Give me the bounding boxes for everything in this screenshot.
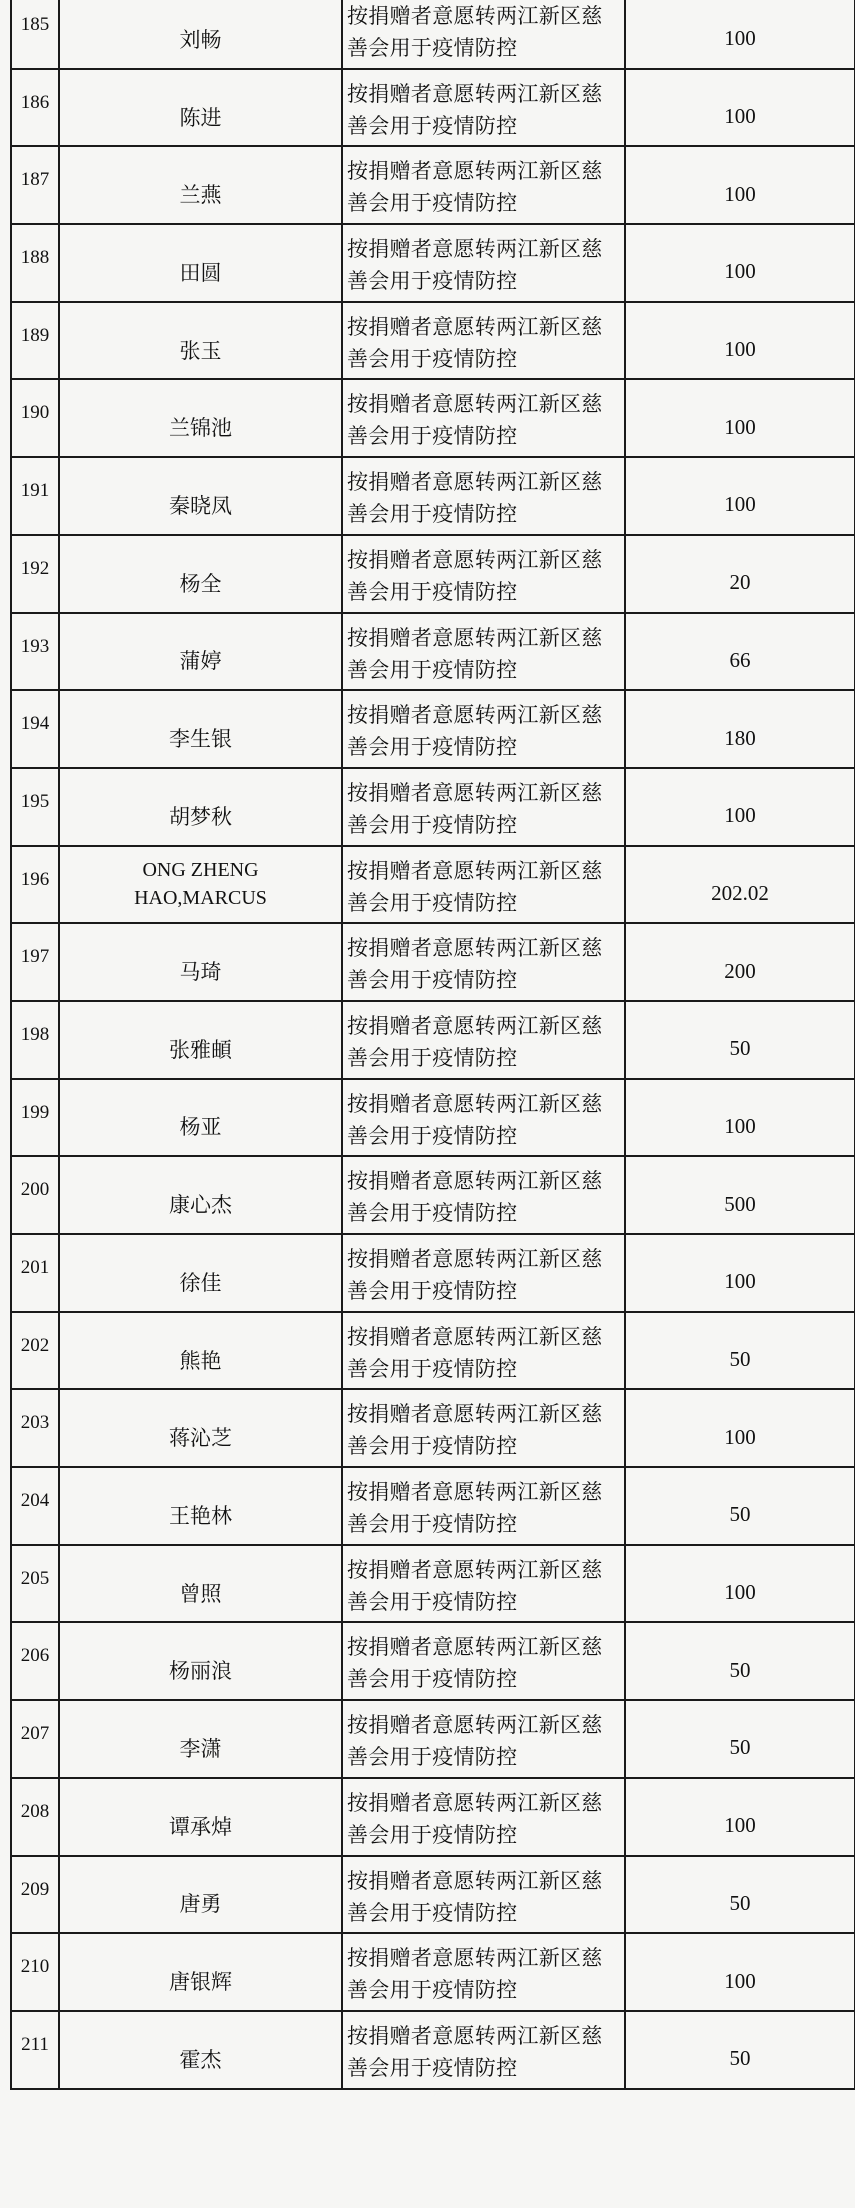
purpose-cell xyxy=(342,2011,625,2089)
donor-name-line: ONG ZHENG xyxy=(142,859,259,882)
amount-cell: 100 xyxy=(625,1545,855,1623)
purpose-line: 善会用于疫情防控 xyxy=(347,657,518,682)
purpose-line: 按捐赠者意愿转两江新区慈 xyxy=(347,936,603,961)
row-number-cell: 203 xyxy=(11,1389,59,1467)
row-number-cell: 186 xyxy=(11,69,59,147)
purpose-line: 按捐赠者意愿转两江新区慈 xyxy=(347,1013,603,1038)
purpose-line: 善会用于疫情防控 xyxy=(347,890,518,915)
donor-name-cell: 杨丽浪 xyxy=(59,1622,342,1700)
purpose-line: 按捐赠者意愿转两江新区慈 xyxy=(347,1946,603,1971)
donor-name-cell: 兰锦池 xyxy=(59,379,342,457)
donor-name-cell: 蒋沁芝 xyxy=(59,1389,342,1467)
row-number-cell: 185 xyxy=(11,0,59,69)
donor-name-cell: 徐佳 xyxy=(59,1234,342,1312)
donor-name-cell: 陈进 xyxy=(59,69,342,147)
row-number-cell: 210 xyxy=(11,1933,59,2011)
row-number-cell: 196 xyxy=(11,846,59,924)
row-number-cell: 211 xyxy=(11,2011,59,2089)
table-row xyxy=(11,1312,855,1390)
purpose-line: 按捐赠者意愿转两江新区慈 xyxy=(347,470,603,495)
donor-name-cell: 张玉 xyxy=(59,302,342,380)
purpose-line: 善会用于疫情防控 xyxy=(347,2055,518,2080)
purpose-line: 善会用于疫情防控 xyxy=(347,191,518,216)
purpose-cell xyxy=(342,1856,625,1934)
donor-name-cell: 曾照 xyxy=(59,1545,342,1623)
table-row xyxy=(11,1700,855,1778)
purpose-line: 按捐赠者意愿转两江新区慈 xyxy=(347,237,603,262)
amount-cell: 100 xyxy=(625,457,855,535)
purpose-line: 善会用于疫情防控 xyxy=(347,346,518,371)
row-number-cell: 189 xyxy=(11,302,59,380)
purpose-line: 按捐赠者意愿转两江新区慈 xyxy=(347,703,603,728)
row-number-cell: 199 xyxy=(11,1079,59,1157)
row-number-cell: 192 xyxy=(11,535,59,613)
purpose-cell xyxy=(342,1933,625,2011)
purpose-line: 善会用于疫情防控 xyxy=(347,1045,518,1070)
amount-cell: 100 xyxy=(625,146,855,224)
donor-name-cell: 刘畅 xyxy=(59,0,342,69)
amount-cell: 100 xyxy=(625,1933,855,2011)
amount-cell: 100 xyxy=(625,302,855,380)
table-row xyxy=(11,0,855,69)
amount-cell: 500 xyxy=(625,1156,855,1234)
table-row xyxy=(11,2011,855,2089)
table-row xyxy=(11,1933,855,2011)
purpose-cell xyxy=(342,1545,625,1623)
row-number-cell: 198 xyxy=(11,1001,59,1079)
purpose-line: 按捐赠者意愿转两江新区慈 xyxy=(347,314,603,339)
purpose-line: 按捐赠者意愿转两江新区慈 xyxy=(347,780,603,805)
purpose-cell xyxy=(342,613,625,691)
purpose-line: 按捐赠者意愿转两江新区慈 xyxy=(347,1247,603,1271)
table-row xyxy=(11,923,855,1001)
amount-cell: 100 xyxy=(625,1778,855,1856)
purpose-line: 善会用于疫情防控 xyxy=(347,269,518,294)
amount-cell: 180 xyxy=(625,690,855,768)
donor-name-cell: 马琦 xyxy=(59,923,342,1001)
purpose-line: 善会用于疫情防控 xyxy=(347,1279,518,1303)
amount-cell: 50 xyxy=(625,1700,855,1778)
donor-name-cell: 李生银 xyxy=(59,690,342,768)
donor-name-cell: 霍杰 xyxy=(59,2011,342,2089)
row-number-cell: 197 xyxy=(11,923,59,1001)
donor-name-cell: 蒲婷 xyxy=(59,613,342,691)
purpose-line: 善会用于疫情防控 xyxy=(347,1978,518,2003)
donor-name-cell: 熊艳 xyxy=(59,1312,342,1390)
row-number-cell: 191 xyxy=(11,457,59,535)
table-row xyxy=(11,1545,855,1623)
purpose-line: 按捐赠者意愿转两江新区慈 xyxy=(347,625,603,650)
purpose-line: 按捐赠者意愿转两江新区慈 xyxy=(347,1091,603,1116)
purpose-cell xyxy=(342,846,625,924)
amount-cell: 50 xyxy=(625,1001,855,1079)
row-number-cell: 205 xyxy=(11,1545,59,1623)
amount-cell: 100 xyxy=(625,1389,855,1467)
purpose-cell xyxy=(342,690,625,768)
donor-name-cell: 张雅頔 xyxy=(59,1001,342,1079)
donation-table-body xyxy=(11,0,855,2089)
purpose-line: 按捐赠者意愿转两江新区慈 xyxy=(347,159,603,184)
amount-cell: 50 xyxy=(625,1856,855,1934)
purpose-line: 善会用于疫情防控 xyxy=(347,1822,518,1847)
purpose-cell xyxy=(342,1312,625,1390)
table-row xyxy=(11,1389,855,1467)
amount-cell: 100 xyxy=(625,768,855,846)
purpose-cell xyxy=(342,379,625,457)
purpose-line: 善会用于疫情防控 xyxy=(347,1745,518,1770)
table-row xyxy=(11,535,855,613)
row-number-cell: 206 xyxy=(11,1622,59,1700)
amount-cell: 202.02 xyxy=(625,846,855,924)
row-number-cell: 200 xyxy=(11,1156,59,1234)
amount-cell: 50 xyxy=(625,1622,855,1700)
purpose-line: 善会用于疫情防控 xyxy=(347,1434,518,1459)
amount-cell: 100 xyxy=(625,1234,855,1312)
donor-name-cell: 唐勇 xyxy=(59,1856,342,1934)
table-row xyxy=(11,1778,855,1856)
purpose-cell xyxy=(342,1622,625,1700)
row-number-cell: 193 xyxy=(11,613,59,691)
table-row xyxy=(11,1622,855,1700)
table-row xyxy=(11,690,855,768)
table-row xyxy=(11,457,855,535)
purpose-cell xyxy=(342,1234,625,1312)
purpose-line: 善会用于疫情防控 xyxy=(347,968,518,993)
purpose-line: 按捐赠者意愿转两江新区慈 xyxy=(347,1402,603,1427)
amount-cell: 50 xyxy=(625,1467,855,1545)
purpose-line: 善会用于疫情防控 xyxy=(347,113,518,138)
amount-cell: 50 xyxy=(625,2011,855,2089)
row-number-cell: 209 xyxy=(11,1856,59,1934)
table-row xyxy=(11,846,855,924)
donor-name-cell: 胡梦秋 xyxy=(59,768,342,846)
row-number-cell: 207 xyxy=(11,1700,59,1778)
table-row xyxy=(11,613,855,691)
purpose-cell xyxy=(342,1079,625,1157)
purpose-line: 按捐赠者意愿转两江新区慈 xyxy=(347,1868,603,1893)
amount-cell: 100 xyxy=(625,0,855,69)
purpose-line: 按捐赠者意愿转两江新区慈 xyxy=(347,4,603,28)
donor-name-cell xyxy=(59,846,342,924)
purpose-line: 按捐赠者意愿转两江新区慈 xyxy=(347,1557,603,1582)
row-number-cell: 188 xyxy=(11,224,59,302)
purpose-cell xyxy=(342,1778,625,1856)
purpose-line: 善会用于疫情防控 xyxy=(347,1589,518,1614)
table-row xyxy=(11,768,855,846)
purpose-line: 善会用于疫情防控 xyxy=(347,1900,518,1925)
purpose-cell xyxy=(342,1156,625,1234)
row-number-cell: 201 xyxy=(11,1234,59,1312)
purpose-line: 善会用于疫情防控 xyxy=(347,735,518,760)
purpose-line: 善会用于疫情防控 xyxy=(347,1201,518,1226)
donor-name-cell: 田圆 xyxy=(59,224,342,302)
purpose-cell xyxy=(342,535,625,613)
purpose-line: 善会用于疫情防控 xyxy=(347,812,518,837)
purpose-line: 按捐赠者意愿转两江新区慈 xyxy=(347,1790,603,1815)
amount-cell: 100 xyxy=(625,224,855,302)
purpose-line: 按捐赠者意愿转两江新区慈 xyxy=(347,2023,603,2048)
donor-name-cell: 杨全 xyxy=(59,535,342,613)
amount-cell: 100 xyxy=(625,1079,855,1157)
donor-name-cell: 秦晓凤 xyxy=(59,457,342,535)
purpose-line: 善会用于疫情防控 xyxy=(347,424,518,449)
amount-cell: 66 xyxy=(625,613,855,691)
table-row xyxy=(11,302,855,380)
purpose-cell xyxy=(342,146,625,224)
donor-name-cell: 谭承焯 xyxy=(59,1778,342,1856)
purpose-line: 按捐赠者意愿转两江新区慈 xyxy=(347,392,603,417)
row-number-cell: 195 xyxy=(11,768,59,846)
donor-name-cell: 唐银辉 xyxy=(59,1933,342,2011)
purpose-line: 善会用于疫情防控 xyxy=(347,1667,518,1692)
purpose-line: 善会用于疫情防控 xyxy=(347,502,518,527)
table-row xyxy=(11,1856,855,1934)
purpose-line: 善会用于疫情防控 xyxy=(347,579,518,604)
table-row xyxy=(11,224,855,302)
donor-name-cell: 杨亚 xyxy=(59,1079,342,1157)
purpose-line: 按捐赠者意愿转两江新区慈 xyxy=(347,547,603,572)
row-number-cell: 190 xyxy=(11,379,59,457)
purpose-cell xyxy=(342,302,625,380)
purpose-line: 善会用于疫情防控 xyxy=(347,36,518,60)
purpose-cell xyxy=(342,1001,625,1079)
purpose-line: 按捐赠者意愿转两江新区慈 xyxy=(347,1480,603,1505)
purpose-line: 善会用于疫情防控 xyxy=(347,1512,518,1537)
amount-cell: 50 xyxy=(625,1312,855,1390)
row-number-cell: 204 xyxy=(11,1467,59,1545)
table-row xyxy=(11,146,855,224)
table-row xyxy=(11,69,855,147)
purpose-line: 善会用于疫情防控 xyxy=(347,1123,518,1148)
purpose-cell xyxy=(342,457,625,535)
table-row xyxy=(11,1234,855,1312)
amount-cell: 100 xyxy=(625,379,855,457)
table-row xyxy=(11,379,855,457)
row-number-cell: 208 xyxy=(11,1778,59,1856)
row-number-cell: 202 xyxy=(11,1312,59,1390)
donation-table xyxy=(10,0,855,2090)
row-number-cell: 194 xyxy=(11,690,59,768)
purpose-cell xyxy=(342,923,625,1001)
purpose-line: 善会用于疫情防控 xyxy=(347,1356,518,1381)
purpose-cell xyxy=(342,1467,625,1545)
row-number-cell: 187 xyxy=(11,146,59,224)
table-row xyxy=(11,1156,855,1234)
table-row xyxy=(11,1001,855,1079)
purpose-line: 按捐赠者意愿转两江新区慈 xyxy=(347,1169,603,1194)
amount-cell: 200 xyxy=(625,923,855,1001)
purpose-line: 按捐赠者意愿转两江新区慈 xyxy=(347,1324,603,1349)
donor-name-line: HAO,MARCUS xyxy=(134,887,267,910)
table-row xyxy=(11,1079,855,1157)
purpose-cell xyxy=(342,69,625,147)
purpose-line: 按捐赠者意愿转两江新区慈 xyxy=(347,1635,603,1660)
donor-name-cell: 兰燕 xyxy=(59,146,342,224)
table-row xyxy=(11,1467,855,1545)
purpose-cell xyxy=(342,1389,625,1467)
amount-cell: 100 xyxy=(625,69,855,147)
purpose-cell xyxy=(342,0,625,69)
purpose-line: 按捐赠者意愿转两江新区慈 xyxy=(347,81,603,106)
purpose-line: 按捐赠者意愿转两江新区慈 xyxy=(347,1713,603,1738)
purpose-cell xyxy=(342,768,625,846)
donor-name-cell: 李潇 xyxy=(59,1700,342,1778)
purpose-cell xyxy=(342,224,625,302)
donor-name-cell: 康心杰 xyxy=(59,1156,342,1234)
purpose-cell xyxy=(342,1700,625,1778)
donor-name-cell: 王艳林 xyxy=(59,1467,342,1545)
amount-cell: 20 xyxy=(625,535,855,613)
purpose-line: 按捐赠者意愿转两江新区慈 xyxy=(347,858,603,883)
